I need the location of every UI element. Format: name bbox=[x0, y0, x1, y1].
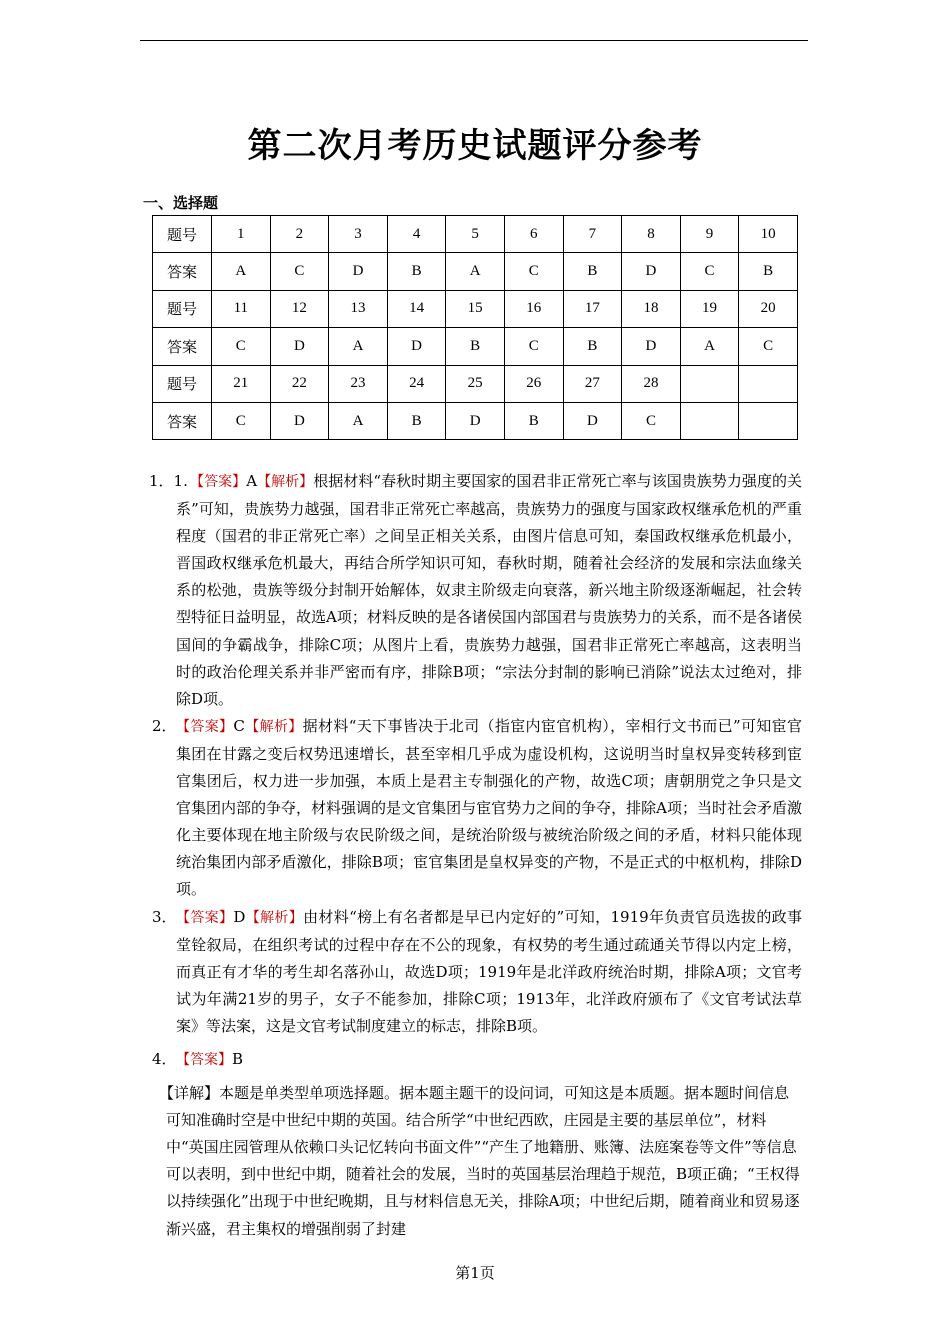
table-cell: B bbox=[739, 253, 798, 290]
table-cell: 18 bbox=[622, 290, 681, 327]
analysis-tag: 【解析】 bbox=[244, 718, 303, 735]
answer-explanations bbox=[149, 468, 803, 1243]
question-4-detail bbox=[152, 1080, 802, 1243]
table-cell: 17 bbox=[563, 290, 622, 327]
table-cell: 22 bbox=[270, 365, 329, 402]
table-cell bbox=[680, 402, 739, 439]
table-cell bbox=[739, 365, 798, 402]
table-row bbox=[153, 253, 798, 290]
table-row bbox=[153, 365, 798, 402]
table-cell: B bbox=[563, 328, 622, 365]
table-cell: D bbox=[446, 402, 505, 439]
table-cell: 6 bbox=[504, 216, 563, 253]
table-cell: D bbox=[270, 328, 329, 365]
header-rule bbox=[140, 40, 808, 41]
table-cell: 24 bbox=[387, 365, 446, 402]
row-label: 答案 bbox=[153, 402, 212, 439]
table-cell: C bbox=[622, 402, 681, 439]
table-cell: C bbox=[504, 328, 563, 365]
section-heading: 一、选择题 bbox=[143, 194, 219, 212]
table-cell bbox=[739, 402, 798, 439]
table-cell: C bbox=[270, 253, 329, 290]
table-cell: 26 bbox=[504, 365, 563, 402]
table-cell: 4 bbox=[387, 216, 446, 253]
analysis-tag: 【解析】 bbox=[245, 909, 304, 926]
table-cell bbox=[680, 365, 739, 402]
answer-letter: A bbox=[246, 472, 258, 490]
table-cell: D bbox=[387, 328, 446, 365]
detail-tag: 【详解】 bbox=[159, 1084, 220, 1103]
table-cell: 23 bbox=[329, 365, 388, 402]
table-cell: A bbox=[446, 253, 505, 290]
table-cell: 21 bbox=[212, 365, 271, 402]
question-2 bbox=[152, 713, 802, 904]
table-cell: B bbox=[387, 253, 446, 290]
table-cell: 12 bbox=[270, 290, 329, 327]
answer-table bbox=[152, 215, 798, 440]
question-number: 3． bbox=[152, 907, 177, 926]
table-row bbox=[153, 290, 798, 327]
row-label: 答案 bbox=[153, 328, 212, 365]
table-cell: B bbox=[563, 253, 622, 290]
analysis-text: 据材料“天下事皆决于北司（指宦内宦官机构），宰相行文书而已”可知宦官集团在甘露之变后权势迅速增长，甚至宰相几乎成为虚设机构，这说明当时皇权异变转移到宦官集团后，权力进一步加强，本质上是君主专制强化的产物，故选C项；唐朝朋党之争只是文官集团内部的争夺，材料强调的是文官集团与宦官势力之间的争夺，排除A项；当时社会矛盾激化主要体现在地主阶级与农民阶级之间，是统治阶级与被统治阶级之间的矛盾，材料只能体现统治集团内部矛盾激化，排除B项；宦官集团是皇权异变的产物，不是正式的中枢机构，排除D项。 bbox=[176, 716, 803, 899]
question-4 bbox=[152, 1046, 802, 1074]
table-cell: 7 bbox=[563, 216, 622, 253]
answer-tag: 【答案】 bbox=[176, 909, 234, 926]
table-cell: 15 bbox=[446, 290, 505, 327]
table-cell: A bbox=[329, 402, 388, 439]
answer-letter: D bbox=[233, 907, 246, 926]
answer-letter: C bbox=[233, 716, 245, 735]
page-title: 第二次月考历史试题评分参考 bbox=[247, 126, 703, 166]
table-cell: C bbox=[680, 253, 739, 290]
table-cell: D bbox=[270, 402, 329, 439]
page-number: 第1页 bbox=[455, 1264, 495, 1282]
question-3 bbox=[152, 904, 802, 1040]
question-number: 4． bbox=[152, 1049, 177, 1068]
table-row bbox=[153, 328, 798, 365]
table-cell: C bbox=[212, 328, 271, 365]
table-cell: 20 bbox=[739, 290, 798, 327]
table-cell: 3 bbox=[329, 216, 388, 253]
table-cell: B bbox=[446, 328, 505, 365]
table-cell: 19 bbox=[680, 290, 739, 327]
table-cell: A bbox=[212, 253, 271, 290]
table-cell: A bbox=[680, 328, 739, 365]
table-cell: 1 bbox=[212, 216, 271, 253]
row-label: 答案 bbox=[153, 253, 212, 290]
table-cell: 13 bbox=[329, 290, 388, 327]
table-cell: C bbox=[212, 402, 271, 439]
answer-letter: B bbox=[232, 1049, 244, 1068]
table-cell: 16 bbox=[504, 290, 563, 327]
table-cell: D bbox=[622, 328, 681, 365]
table-cell: 25 bbox=[446, 365, 505, 402]
table-cell: C bbox=[739, 328, 798, 365]
row-label: 题号 bbox=[153, 216, 212, 253]
detail-text: 本题是单类型单项选择题。据本题主题干的设问词，可知这是本质题。据本题时间信息可知准确时空是中世纪中期的英国。结合所学“中世纪西欧，庄园是主要的基层单位”，材料中“英国庄园管理从依赖口头记忆转向书面文件”“产生了地籍册、账簿、法庭案卷等文件”等信息可以表明，到中世纪中期，随着社会的发展，当时的英国基层治理趋于规范，B项正确；“王权得以持续强化”出现于中世纪晚期，且与材料信息无关，排除A项；中世纪后期，随着商业和贸易逐渐兴盛，君主集权的增强削弱了封建 bbox=[166, 1084, 800, 1238]
table-cell: D bbox=[563, 402, 622, 439]
analysis-tag: 【解析】 bbox=[257, 474, 314, 490]
table-cell: 14 bbox=[387, 290, 446, 327]
table-cell: A bbox=[329, 328, 388, 365]
answer-tag: 【答案】 bbox=[190, 474, 247, 490]
table-cell: 27 bbox=[563, 365, 622, 402]
analysis-text: 由材料“榜上有名者都是早已内定好的”可知，1919年负责官员选拔的政事堂铨叙局，在组织考试的过程中存在不公的现象，有权势的考生通过疏通关节得以内定上榜，而真正有才华的考生却名落孙山，故选D项；1919年是北洋政府统治时期，排除A项；文官考试为年满21岁的男子，女子不能参加，排除C项；1913年，北洋政府颁布了《文官考试法草案》等法案，这是文官考试制度建立的标志，排除B项。 bbox=[176, 907, 803, 1035]
table-cell: B bbox=[387, 402, 446, 439]
table-cell: 28 bbox=[622, 365, 681, 402]
answer-tag: 【答案】 bbox=[176, 718, 234, 735]
table-cell: D bbox=[622, 253, 681, 290]
table-cell: 9 bbox=[680, 216, 739, 253]
table-cell: B bbox=[504, 402, 563, 439]
table-cell: 10 bbox=[739, 216, 798, 253]
row-label: 题号 bbox=[153, 365, 212, 402]
question-number: 2． bbox=[152, 716, 177, 735]
question-number: 1．1. bbox=[149, 472, 188, 490]
table-cell: 5 bbox=[446, 216, 505, 253]
table-cell: D bbox=[329, 253, 388, 290]
row-label: 题号 bbox=[153, 290, 212, 327]
table-row bbox=[153, 402, 798, 439]
answer-tag: 【答案】 bbox=[176, 1051, 232, 1068]
table-cell: C bbox=[504, 253, 563, 290]
table-cell: 8 bbox=[622, 216, 681, 253]
question-1 bbox=[149, 468, 803, 713]
table-cell: 2 bbox=[270, 216, 329, 253]
table-row bbox=[153, 216, 798, 253]
analysis-text: 根据材料“春秋时期主要国家的国君非正常死亡率与该国贵族势力强度的关系”可知，贵族势力越强，国君非正常死亡率越高，贵族势力的强度与国家政权继承危机的严重程度（国君的非正常死亡率）之间呈正相关关系，由图片信息可知，秦国政权继承危机最小，晋国政权继承危机最大，再结合所学知识可知，春秋时期，随着社会经济的发展和宗法血缘关系的松弛，贵族等级分封制开始解体，奴隶主阶级走向衰落，新兴地主阶级逐渐崛起，社会转型特征日益明显，故选A项；材料反映的是各诸侯国内部国君与贵族势力的关系，而不是各诸侯国间的争霸战争，排除C项；从图片上看，贵族势力越强，国君非正常死亡率越高，这表明当时的政治伦理关系并非严密而有序，排除B项；“宗法分封制的影响已消除”说法太过绝对，排除D项。 bbox=[176, 472, 803, 708]
table-cell: 11 bbox=[212, 290, 271, 327]
